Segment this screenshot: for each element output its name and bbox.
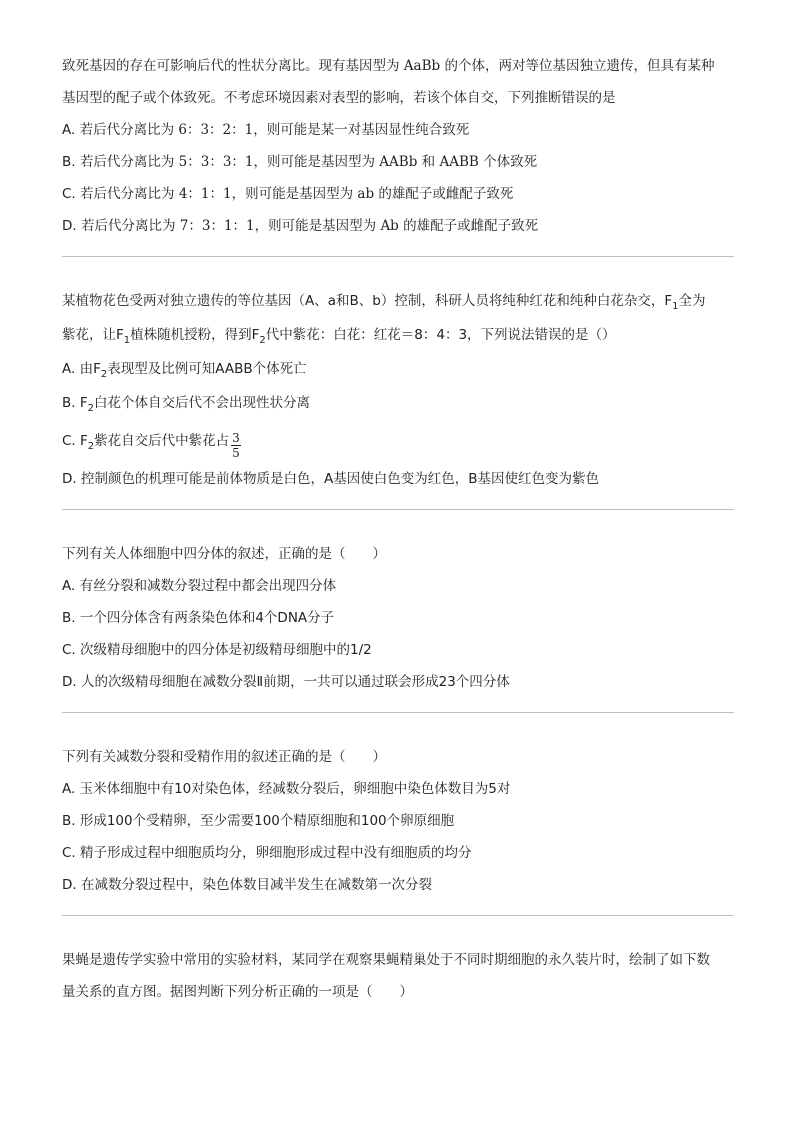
question-5-stem: [62, 944, 734, 1008]
question-4-option-b[interactable]: B. 形成100个受精卵，至少需要100个精原细胞和100个卵原细胞: [62, 813, 455, 829]
question-3: [62, 538, 734, 698]
option-text: ，则可能是基因型为: [254, 218, 381, 234]
option-text: 表现型及比例可知AABB个体死亡: [107, 361, 307, 377]
option-text: D. 若后代分离比为: [62, 218, 180, 234]
option-text: ，则可能是某一对基因显性纯合致死: [253, 122, 470, 138]
page: [62, 50, 734, 1008]
question-4-option-d[interactable]: D. 在减数分裂过程中，染色体数目减半发生在减数第一次分裂: [62, 877, 432, 893]
question-2-option-a[interactable]: [62, 353, 734, 387]
option-text: A. 由F: [62, 361, 101, 377]
subscript: 1: [123, 335, 131, 346]
option-text: 的雄配子或雌配子致死: [398, 218, 539, 234]
ratio: 6：3：2：1: [178, 122, 254, 138]
option-text: ，则可能是基因型为: [231, 186, 358, 202]
genotype: AABb: [379, 154, 418, 170]
stem-text: 紫花，让F: [62, 327, 124, 343]
fraction: [231, 431, 241, 460]
fraction-denominator: 5: [232, 445, 240, 460]
option-text: C. F: [62, 433, 88, 449]
stem-text: 某植物花色受两对独立遗传的等位基因（A、a和B、b）控制，科研人员将纯种红花和纯种白花杂交，F: [62, 293, 673, 309]
option-text: 紫花自交后代中紫花占: [94, 433, 230, 449]
question-divider: [62, 712, 734, 713]
question-1-option-b[interactable]: [62, 146, 734, 178]
question-3-option-a[interactable]: A. 有丝分裂和减数分裂过程中都会出现四分体: [62, 578, 337, 594]
option-text: 白花个体自交后代不会出现性状分离: [93, 395, 310, 411]
option-text: ，则可能是基因型为: [253, 154, 380, 170]
question-divider: [62, 509, 734, 510]
question-3-option-b[interactable]: B. 一个四分体含有两条染色体和4个DNA分子: [62, 610, 335, 626]
option-text: B. F: [62, 395, 88, 411]
stem-text: 的个体，两对等位基因独立遗传，但具有某种: [440, 58, 715, 74]
question-divider: [62, 915, 734, 916]
stem-text: 代中紫花：白花：红花＝8：4：3，下列说法错误的是（）: [265, 327, 616, 343]
genotype: ab: [357, 186, 375, 202]
subscript: 2: [87, 441, 95, 452]
question-3-stem: 下列有关人体细胞中四分体的叙述，正确的是（ ）: [62, 546, 386, 562]
subscript: 2: [87, 403, 94, 414]
question-4-stem: 下列有关减数分裂和受精作用的叙述正确的是（ ）: [62, 749, 386, 765]
question-5: [62, 944, 734, 1008]
question-2-option-d[interactable]: [62, 463, 734, 495]
option-text: A. 若后代分离比为: [62, 122, 179, 138]
question-2-option-c[interactable]: [62, 421, 734, 463]
question-4-option-a[interactable]: A. 玉米体细胞中有10对染色体，经减数分裂后，卵细胞中染色体数目为5对: [62, 781, 511, 797]
question-4-option-c[interactable]: C. 精子形成过程中细胞质均分，卵细胞形成过程中没有细胞质的均分: [62, 845, 472, 861]
option-text: D. 控制颜色的机理可能是前体物质是白色，A基因使白色变为红色，B基因使红色变为紫色: [62, 471, 599, 487]
question-2: [62, 285, 734, 495]
question-3-option-d[interactable]: D. 人的次级精母细胞在减数分裂Ⅱ前期，一共可以通过联会形成23个四分体: [62, 674, 510, 690]
genotype: AABB: [439, 154, 479, 170]
option-text: 个体致死: [478, 154, 538, 170]
stem-text: 量关系的直方图。据图判断下列分析正确的一项是（ ）: [62, 984, 413, 1000]
question-1-stem: [62, 50, 734, 114]
question-1-option-d[interactable]: [62, 210, 734, 242]
stem-text: 致死基因的存在可影响后代的性状分离比。现有基因型为: [62, 58, 404, 74]
fraction-numerator: 3: [232, 430, 240, 445]
option-text: 的雄配子或雌配子致死: [374, 186, 514, 202]
question-3-option-c[interactable]: C. 次级精母细胞中的四分体是初级精母细胞中的1/2: [62, 642, 372, 658]
stem-text: 基因型的配子或个体致死。不考虑环境因素对表型的影响，若该个体自交，下列推断错误的是: [62, 90, 616, 106]
question-2-stem: [62, 285, 734, 353]
subscript: 2: [100, 369, 108, 380]
option-text: B. 若后代分离比为: [62, 154, 179, 170]
question-1-option-c[interactable]: [62, 178, 734, 210]
option-text: C. 若后代分离比为: [62, 186, 179, 202]
stem-text: 果蝇是遗传学实验中常用的实验材料，某同学在观察果蝇精巢处于不同时期细胞的永久装片时，绘制了如下数: [62, 952, 710, 968]
ratio: 7：3：1：1: [179, 218, 255, 234]
ratio: 5：3：3：1: [178, 154, 254, 170]
subscript: 2: [259, 335, 266, 346]
question-4: [62, 741, 734, 901]
ratio: 4：1：1: [178, 186, 232, 202]
genotype: Ab: [380, 218, 399, 234]
question-1: [62, 50, 734, 242]
genotype: AaBb: [403, 58, 441, 74]
subscript: 1: [672, 301, 679, 312]
stem-text: 植株随机授粉，得到F: [130, 327, 260, 343]
question-2-option-b[interactable]: [62, 387, 734, 421]
option-text: 和: [417, 154, 440, 170]
question-1-option-a[interactable]: [62, 114, 734, 146]
question-divider: [62, 256, 734, 257]
stem-text: 全为: [678, 293, 706, 309]
